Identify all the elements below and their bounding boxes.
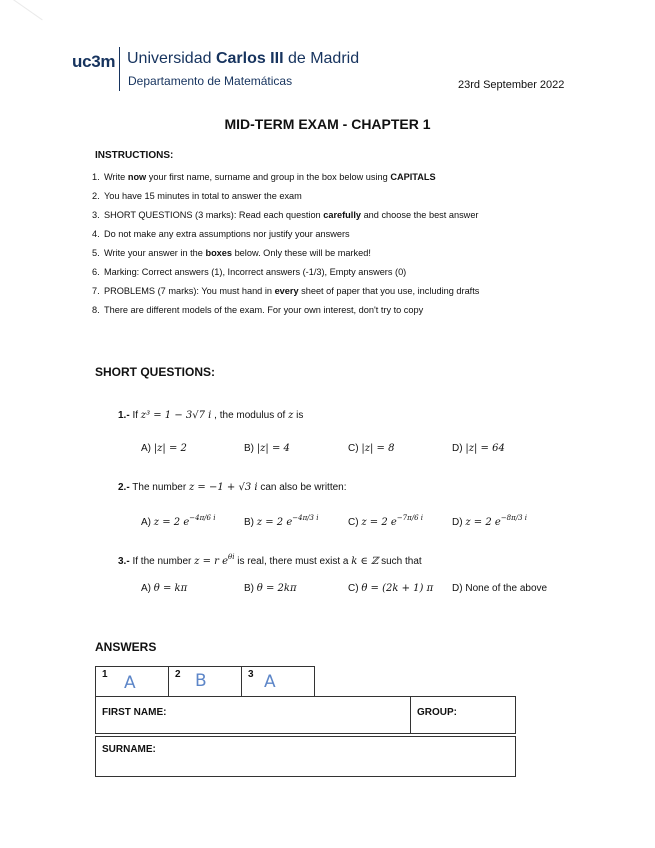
exam-title: MID-TERM EXAM - CHAPTER 1: [224, 116, 431, 132]
instruction-item: 5. Write your answer in the boxes below. Only these will be marked!: [92, 248, 371, 258]
group-label: GROUP:: [417, 707, 457, 718]
answer-box-number: 3: [248, 669, 254, 680]
answer-box-1[interactable]: [95, 666, 169, 697]
question-2: 2.- The number z = −1 + √3 i can also be written:: [118, 482, 347, 493]
answer-box-number: 1: [102, 669, 108, 680]
question-3: 3.- If the number z = r $e^{\theta i}$ is real, there must exist a k ∈ ℤ such that: [118, 553, 422, 567]
q3-option-a: A) θ = kπ: [141, 583, 188, 594]
short-questions-heading: SHORT QUESTIONS:: [95, 365, 216, 379]
group-box[interactable]: [410, 696, 516, 734]
university-name: Universidad Carlos III de Madrid: [127, 50, 360, 67]
q1-option-d: D) |z| = 64: [452, 443, 505, 454]
answer-box-2[interactable]: [168, 666, 242, 697]
instruction-item: 2. You have 15 minutes in total to answer the exam: [92, 191, 302, 201]
exam-date: 23rd September 2022: [458, 79, 565, 91]
instruction-item: 7. PROBLEMS (7 marks): You must hand in every sheet of paper that you use, including drafts: [92, 286, 480, 296]
q2-option-d: D) z = 2 $e^{-8\pi/3 i}$: [452, 514, 528, 528]
q3-option-b: B) θ = 2kπ: [244, 583, 297, 594]
instruction-item: 6. Marking: Correct answers (1), Incorrect answers (-1/3), Empty answers (0): [92, 267, 407, 277]
uc3m-logo: uc3m: [72, 52, 116, 71]
q2-option-a: A) z = 2 $e^{-4\pi/6 i}$: [141, 514, 216, 528]
instruction-item: 1. Write now your first name, surname and group in the box below using CAPITALS: [92, 172, 436, 182]
instructions-heading: INSTRUCTIONS:: [95, 150, 174, 161]
answer-box-number: 2: [175, 669, 181, 680]
department-name: Departamento de Matemáticas: [128, 74, 293, 88]
q2-option-c: C) z = 2 $e^{-7\pi/6 i}$: [348, 514, 424, 528]
q1-option-b: B) |z| = 4: [244, 443, 290, 454]
answers-heading: ANSWERS: [95, 640, 157, 654]
q1-option-c: C) |z| = 8: [348, 443, 395, 454]
first-name-label: FIRST NAME:: [102, 707, 167, 718]
surname-label: SURNAME:: [102, 744, 156, 755]
instruction-item: 4. Do not make any extra assumptions nor justify your answers: [92, 229, 350, 239]
handwritten-answer: A: [264, 672, 276, 692]
instruction-item: 3. SHORT QUESTIONS (3 marks): Read each question carefully and choose the best answer: [92, 210, 479, 220]
q1-option-a: A) |z| = 2: [141, 443, 187, 454]
first-name-box[interactable]: [95, 696, 411, 734]
q2-option-b: B) z = 2 $e^{-4\pi/3 i}$: [244, 514, 319, 528]
corner-mark: [9, 0, 42, 20]
q3-option-c: C) θ = (2k + 1) π: [348, 583, 434, 594]
q3-option-d: D) None of the above: [452, 583, 548, 594]
instructions-list: [92, 168, 479, 320]
question-1: 1.- If z³ = 1 − 3√7 i , the modulus of z is: [118, 410, 304, 421]
answer-box-3[interactable]: [241, 666, 315, 697]
handwritten-answer: B: [195, 671, 207, 691]
instruction-item: 8. There are different models of the exam. For your own interest, don't try to copy: [92, 305, 424, 315]
handwritten-answer: A: [124, 673, 136, 693]
surname-box[interactable]: [95, 736, 516, 777]
logo-divider: [119, 47, 120, 91]
